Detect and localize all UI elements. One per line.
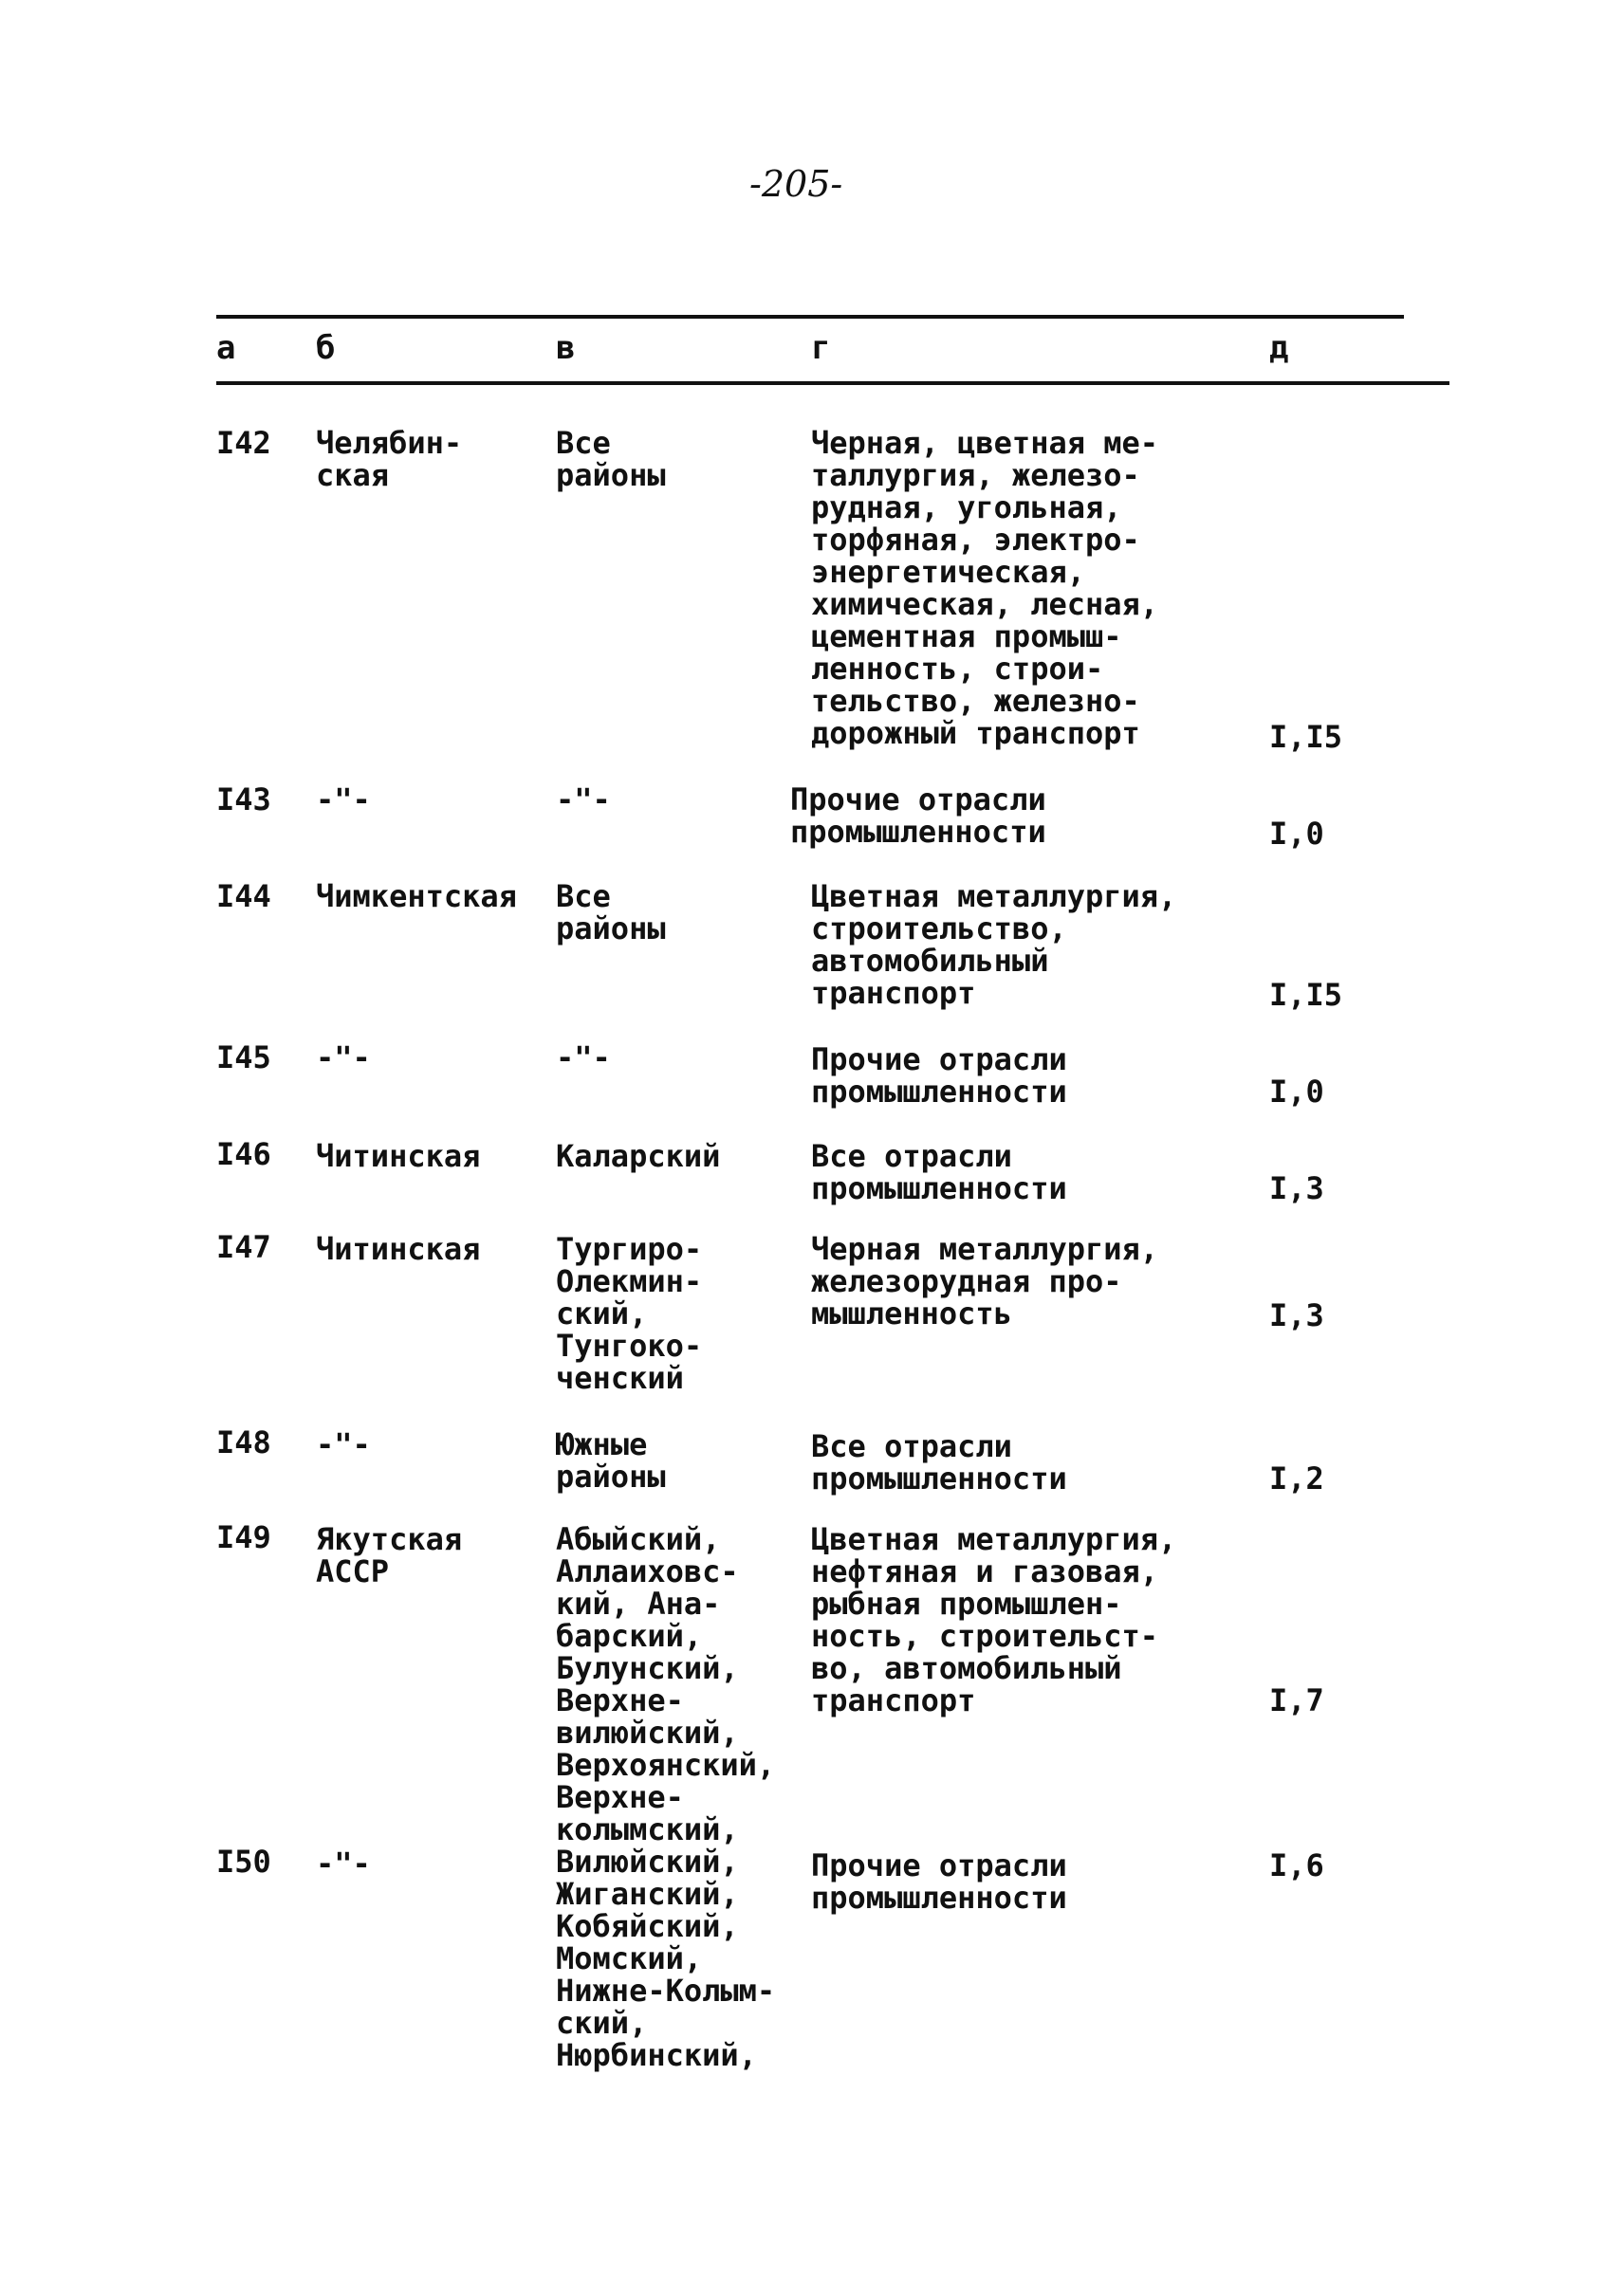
table-top-rule	[216, 315, 1404, 319]
row-148-region: -"-	[316, 1426, 371, 1462]
row-147-district: Тургиро- Олекмин- ский, Тунгоко- ченский	[556, 1231, 703, 1396]
row-145-industry: Прочие отрасли промышленности	[811, 1041, 1067, 1110]
row-145-region: -"-	[316, 1039, 371, 1075]
row-143-number: I43	[216, 781, 271, 817]
header-col-b: б	[316, 329, 336, 367]
row-149-coefficient: I,7	[1269, 1682, 1324, 1718]
row-148-industry: Все отрасли промышленности	[811, 1428, 1067, 1497]
row-147-coefficient: I,3	[1269, 1297, 1324, 1333]
row-150-district: Вилюйский, Жиганский, Кобяйский, Момский, Нижне-Колым- ский, Нюрбинский,	[556, 1844, 776, 2073]
row-142-number: I42	[216, 425, 271, 461]
row-150-coefficient: I,6	[1269, 1847, 1324, 1883]
row-144-district: Все районы	[556, 878, 666, 946]
row-146-industry: Все отрасли промышленности	[811, 1138, 1067, 1206]
row-146-district: Каларский	[556, 1138, 721, 1174]
row-144-region: Чимкентская	[316, 878, 517, 914]
row-147-number: I47	[216, 1229, 271, 1265]
page-number: -205-	[749, 163, 843, 205]
row-145-district: -"-	[556, 1039, 611, 1075]
row-145-coefficient: I,0	[1269, 1074, 1324, 1110]
row-143-region: -"-	[316, 781, 371, 817]
row-142-industry: Черная, цветная ме- таллургия, железо- рудная, угольная, торфяная, электро- энергетическая, химическая, лесная, цементная промыш- ленность, строи- тельство, железно- дорожный транспорт	[811, 425, 1159, 751]
row-143-industry: Прочие отрасли промышленности	[790, 781, 1046, 850]
row-148-number: I48	[216, 1424, 271, 1460]
row-147-industry: Черная металлургия, железорудная про- мышленность	[811, 1231, 1159, 1332]
row-150-region: -"-	[316, 1846, 371, 1882]
row-144-number: I44	[216, 878, 271, 914]
row-142-district: Все районы	[556, 425, 666, 493]
row-149-district: Абыйский, Аллаиховс- кий, Ана- барский, Булунский, Верхне- вилюйский, Верхоянский, Верхне- колымский,	[556, 1521, 776, 1847]
row-149-region: Якутская АССР	[316, 1521, 463, 1589]
table-header-rule	[216, 381, 1449, 385]
row-150-industry: Прочие отрасли промышленности	[811, 1847, 1067, 1916]
header-col-d: д	[1269, 329, 1289, 367]
row-146-region: Читинская	[316, 1138, 481, 1174]
row-147-region: Читинская	[316, 1231, 481, 1267]
header-col-v: в	[556, 329, 576, 367]
row-144-coefficient: I,I5	[1269, 977, 1343, 1013]
row-142-coefficient: I,I5	[1269, 719, 1343, 755]
row-148-district: Южные районы	[556, 1426, 666, 1495]
row-142-region: Челябин- ская	[316, 425, 463, 493]
row-146-number: I46	[216, 1136, 271, 1172]
header-col-g: г	[811, 329, 831, 367]
row-143-district: -"-	[556, 781, 611, 817]
header-col-a: а	[216, 329, 236, 367]
row-143-coefficient: I,0	[1269, 816, 1324, 852]
row-144-industry: Цветная металлургия, строительство, автомобильный транспорт	[811, 878, 1177, 1011]
row-146-coefficient: I,3	[1269, 1170, 1324, 1206]
row-149-number: I49	[216, 1519, 271, 1555]
row-145-number: I45	[216, 1039, 271, 1075]
row-148-coefficient: I,2	[1269, 1460, 1324, 1497]
row-150-number: I50	[216, 1844, 271, 1880]
row-149-industry: Цветная металлургия, нефтяная и газовая, рыбная промышлен- ность, строительст- во, автомобильный транспорт	[811, 1521, 1177, 1718]
